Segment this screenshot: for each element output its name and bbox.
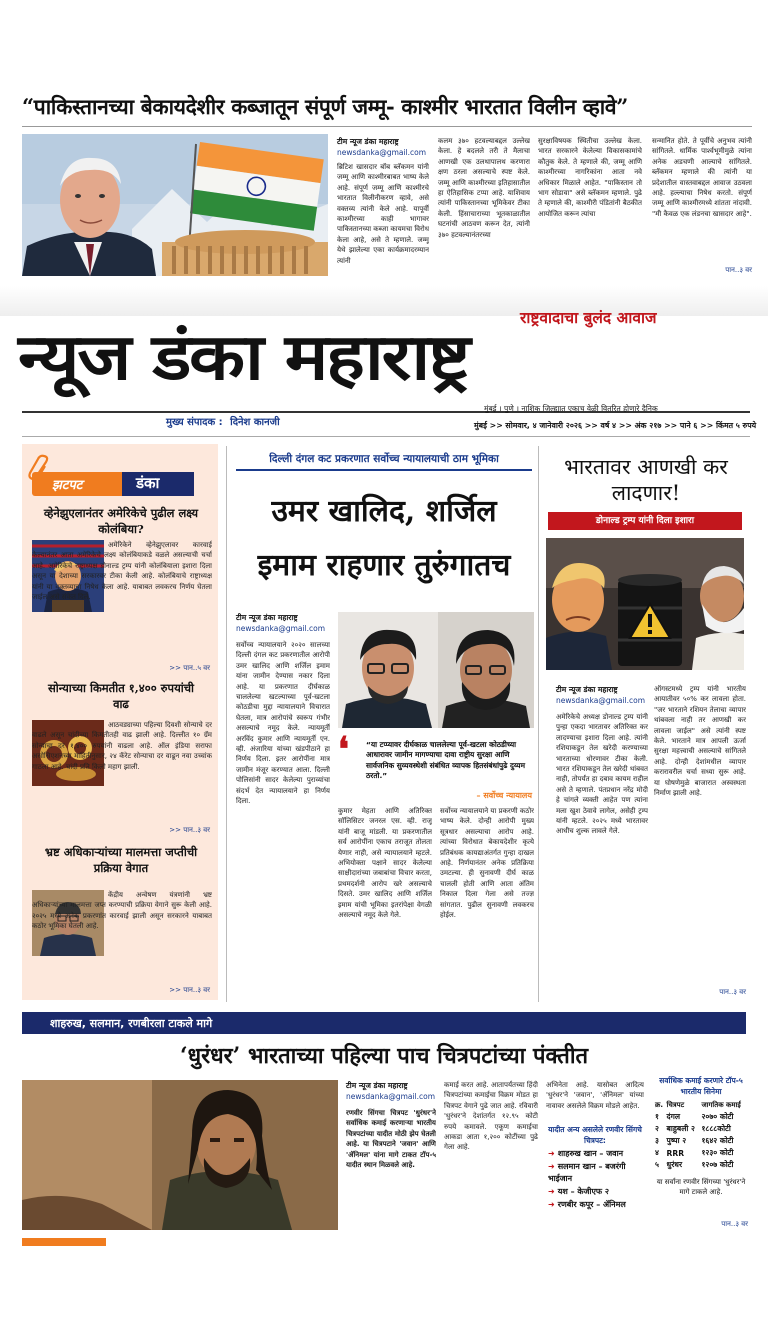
quote-mark-icon: ❛ [338, 730, 349, 770]
editor-name: दिनेश कानजी [230, 417, 280, 428]
top-col-2: कलम ३७० हटवल्याबद्दल उल्लेख केला. हे बदलले तरी ते मैलाचा आणखी एक उलथापालथ करणारा क्षण ठरला असल्याचे स्पष्ट केले. जम्मू आणि काश्मीरच्या इतिहासातील हा ऐतिहासिक टप्पा आहे. याशिवाय त्यांनी पाकिस्तानच्या भूमिकेवर टीका केली. हिंसाचाराच्या भूतकाळातील घटनांची आठवण करून देत, त्यांनी ३७० हटवल्यानंतरच्या [438, 137, 530, 239]
table-header-cell: क्र. [655, 1101, 664, 1109]
byline-email: newsdanka@gmail.com [337, 148, 427, 157]
center-col-3: सर्वोच्च न्यायालयाने या प्रकरणी कठोर भाष्य केले. दोन्ही आरोपी मुख्य सूत्रधार असल्याचा आरोप आहे. त्यांच्या विरोधात बेकायदेशीर कृत्ये प्रतिबंधक कायद्याअंतर्गत गुन्हा दाखल आहे. निर्णयानंतर अनेक प्रतिक्रिया उमटल्या. ही सुनावणी दीर्घ काळ चालली होती आणि आता अंतिम निकाल दिला गेला असे तज्ज्ञ सांगतात. पुढील सुनावणी लवकरच होईल. [440, 807, 534, 920]
bottom-col-1: रणवीर सिंगचा चित्रपट 'धुरंधर'ने सर्वाधिक कमाई करणाऱ्या भारतीय चित्रपटांच्या यादीत मोठी झेप घेतली आहे. या चित्रपटाने 'जवान' आणि 'ॲनिमल' यांना मागे टाकत टॉप-५ यादीत स्थान मिळवले आहे. [346, 1109, 436, 1170]
center-byline [236, 612, 328, 634]
box-office-table [654, 1076, 748, 1197]
table-header-cell: जागतिक कमाई [701, 1101, 741, 1109]
paperclip-icon [26, 454, 54, 484]
table-row: ४ RRR १२३० कोटी [655, 1148, 734, 1158]
table-row: २ बाहुबली २ १८८८कोटी [655, 1124, 731, 1133]
masthead-dateline: मुंबई >> सोमवार, ४ जानेवारी २०२६ >> वर्ष ४ >> अंक २१७ >> पाने ६ >> किंमत ५ रुपये [474, 421, 757, 430]
film-list-title: यादीत अन्य असलेले रणवीर सिंगचे चित्रपट: [548, 1125, 642, 1145]
right-headline: भारतावर आणखी कर लादणार! [564, 455, 728, 505]
masthead-tagline: राष्ट्रवादाचा बुलंद आवाज [520, 308, 657, 327]
byline-email: newsdanka@gmail.com [556, 696, 646, 705]
list-item: ➜ रणबीर कपूर – ॲनिमल [548, 1200, 626, 1209]
table-note: या सर्वांना रणवीर सिंगच्या 'धुरंधर'ने मागे टाकले आहे. [656, 1178, 746, 1196]
table-header-cell: चित्रपट [666, 1101, 685, 1109]
divider-right [538, 446, 539, 1002]
right-col-1: अमेरिकेचे अध्यक्ष डोनाल्ड ट्रम्प यांनी पुन्हा एकदा भारतावर अतिरिक्त कर लादण्याचा इशारा दिला आहे. त्यांनी रशियाकडून तेल खरेदी करण्याच्या भारताच्या धोरणावर टीका केली. भारत रशियाकडून तेल खरेदी थांबवत नाही, तोपर्यंत हा दबाव कायम राहील असे ते म्हणाले. पंतप्रधान नरेंद्र मोदी हे चांगले व्यक्ती आहेत पण त्यांना मला खुश ठेवावे लागेल, असेही ट्रम्प यांनी म्हटले. २०२५ मध्ये भारतावर आधीच शुल्क लावले गेले. [556, 713, 648, 836]
right-col-2: ऑगस्टमध्ये ट्रम्प यांनी भारतीय आयातीवर ५०% कर लावला होता. "जर भारताने रशियन तेलाचा व्यापार थांबवला नाही तर आणखी कर लावला जाईल" असे त्यांनी स्पष्ट केले. भारताने मात्र आपली ऊर्जा सुरक्षा महत्त्वाची असल्याचे सांगितले आहे. दोन्ही देशांमधील व्यापार करारावरील चर्चा सध्या सुरू आहे. या घोषणेमुळे बाजारात अस्वस्थता निर्माण झाली आहे. [654, 685, 746, 798]
jhatpat-item2-cont[interactable]: >> पान..३ वर [169, 826, 210, 834]
jhatpat-item3-cont[interactable]: >> पान..३ वर [169, 986, 210, 994]
quote-source: – सर्वोच्च न्यायालय [476, 791, 532, 800]
table-row: १ दंगल २०७० कोटी [655, 1112, 734, 1121]
ranveer-photo [22, 1080, 338, 1230]
jhatpat-label [32, 472, 194, 496]
center-headline-2: इमाम राहणार तुरुंगातच [257, 548, 511, 583]
top-byline [337, 136, 429, 158]
masthead-cities: मुंबई । पुणे । नाशिक जिल्ह्यात एकाच वेळी वितरित होणारे दैनिक [484, 404, 658, 413]
right-byline [556, 684, 648, 706]
film-list [548, 1148, 644, 1212]
center-kicker: दिल्ली दंगल कट प्रकरणात सर्वोच्च न्यायालयाची ठाम भूमिका [236, 452, 532, 471]
trump-oil-modi-photo [546, 538, 744, 670]
table-header-row [654, 1100, 748, 1111]
bottom-col-2: कमाई करत आहे. आतापर्यंतच्या हिंदी चित्रपटांच्या कमाईचा विक्रम मोडत हा चित्रपट वेगाने पुढे जात आहे. रविवारी 'धुरंधर'ने देशांतर्गत १२.९५ कोटी रुपये कमावले. एकूण कमाईचा आकडा आता १,२०० कोटींच्या पुढे गेला आहे. [444, 1081, 538, 1152]
byline-team: टीम न्यूज डंका महाराष्ट्र [556, 685, 618, 694]
table-row: ३ पुष्पा २ १६४२ कोटी [655, 1136, 734, 1145]
byline-email: newsdanka@gmail.com [346, 1092, 436, 1101]
list-item: ➜ सलमान खान – बजरंगी भाईजान [548, 1162, 626, 1183]
byline-team: टीम न्यूज डंका महाराष्ट्र [236, 613, 298, 622]
footer-accent-bar [22, 1238, 106, 1246]
jhatpat-item3-title: भ्रष्ट अधिकाऱ्यांच्या मालमत्ता जप्तीची प्रक्रिया वेगात [44, 845, 198, 875]
top-rule [22, 126, 752, 127]
masthead-bottom-rule [22, 436, 750, 437]
bottom-continued[interactable]: पान..३ वर [721, 1220, 748, 1228]
jhatpat-item1-text: अमेरिकेने व्हेनेझुएलावर कारवाई केल्यानंतर आता अमेरिकेचे लक्ष्य कोलंबियाकडे वळले असल्याची चर्चा आहे. अमेरिकेचे राष्ट्राध्यक्ष डोनाल्ड ट्रम्प यांनी कोलंबियाला इशारा दिला असून या देशाच्या सरकारवर टीका केली आहे. कोलंबियाचे राष्ट्राध्यक्ष यांनी या वक्तव्याचा निषेध केला आहे. याबाबत लवकरच निर्णय घेतला जाईल असे संकेत दिले. [32, 541, 212, 602]
bottom-strip-text: शाहरुख, सलमान, रणबीरला टाकले मागे [50, 1017, 213, 1030]
divider-left [226, 446, 227, 1002]
editor-line [166, 414, 280, 428]
byline-team: टीम न्यूज डंका महाराष्ट्र [337, 137, 399, 146]
right-continued[interactable]: पान..३ वर [719, 988, 746, 996]
jhatpat-item1-title: व्हेनेझुएलानंतर अमेरिकेचे पुढील लक्ष्य कोलंबिया? [43, 506, 199, 536]
jhatpat-item3-text: केंद्रीय अन्वेषण यंत्रणांनी भ्रष्ट अधिकाऱ्यांच्या मालमत्ता जप्त करण्याची प्रक्रिया वेगाने सुरू केली आहे. २०२५ मध्ये अनेक प्रकरणांत कारवाई झाली असून सरकारने याबाबत कठोर भूमिका घेतली आहे. [32, 891, 212, 931]
bottom-byline [346, 1080, 438, 1102]
byline-team: टीम न्यूज डंका महाराष्ट्र [346, 1081, 408, 1090]
masthead-title: न्यूज डंका महाराष्ट्र [18, 320, 469, 395]
table-row: ५ धुरंधर १२०७ कोटी [655, 1160, 734, 1169]
byline-email: newsdanka@gmail.com [236, 624, 326, 633]
top-continued[interactable]: पान..३ वर [725, 266, 752, 274]
table-title: सर्वाधिक कमाई करणारे टॉप-५ भारतीय सिनेमा [659, 1076, 743, 1096]
bottom-headline: ‘धुरंधर’ भारताच्या पहिल्या पाच चित्रपटांच्या पंक्तीत [179, 1043, 589, 1069]
jhatpat-item2-text: आठवड्याच्या पहिल्या दिवशी सोन्याचे दर वाढले असून चांदीच्या किमतीतही वाढ झाली आहे. दिल्लीत १० ग्रॅम सोन्याचा दर १,४०० रुपयांनी वाढला आहे. ऑल इंडिया सराफा असोसिएशनच्या माहितीनुसार, २४ कॅरेट सोन्याचा दर वाढून नवा उच्चांक गाठला आहे. चांदी प्रति किलो महाग झाली. [32, 721, 212, 771]
list-item: ➜ यश – केजीएफ २ [548, 1187, 610, 1196]
center-col-1: सर्वोच्च न्यायालयाने २०२० सालच्या दिल्ली दंगल कट प्रकरणातील आरोपी उमर खालिद आणि शर्जिल इमाम यांना जामीन देण्यास नकार दिला आहे. या प्रकरणात दीर्घकाळ चाललेल्या खटल्याच्या पूर्व-खटला कोठडीचा मुद्दा न्यायालयाने विचारात घेतला, मात्र आरोपांचे स्वरूप गंभीर असल्याचे नमूद केले. न्यायमूर्ती अरविंद कुमार आणि न्यायमूर्ती एन. व्ही. अंजारिया यांच्या खंडपीठाने हा निर्णय दिला. इतर आरोपींना मात्र जामीन मंजूर करण्यात आला. दिल्ली पोलिसांनी सादर केलेल्या पुराव्यांचा संदर्भ देत न्यायालयाने हा निर्णय दिला. [236, 641, 330, 806]
bottom-col-3: अभिनेता आहे. यासोबत आदित्य 'धुरंधर'ने 'जवान', 'ॲनिमल' यांच्या नावावर असलेले विक्रम मोडले आहेत. [546, 1081, 644, 1110]
jhatpat-label-right: डंका [136, 474, 160, 492]
quote-text: “या टप्प्यावर दीर्घकाळ चाललेल्या पूर्व-खटला कोठडीच्या आधारावर जामीन मागण्याचा दावा राष्ट्रीय सुरक्षा आणि सार्वजनिक सुव्यवस्थेशी संबंधित व्यापक हितसंबंधांपुढे दुय्यम ठरतो.” [366, 740, 526, 781]
top-col-1: ब्रिटिश खासदार बॉब ब्लॅकमन यांनी जम्मू आणि काश्मीरबाबत भाष्य केले आहे. संपूर्ण जम्मू आणि काश्मीरचे भारतात विलीनीकरण व्हावे, असे वक्तव्य त्यांनी केले आहे. यापूर्वी काश्मीरच्या काही भागावर पाकिस्तानच्या कब्जा कायमचा विरोध केला आहे, असे ते म्हणाले. जम्मू येथे झालेल्या एका कार्यक्रमादरम्यान त्यांनी [337, 163, 429, 265]
bottom-strip [22, 1012, 746, 1034]
quote-box [338, 730, 534, 790]
jhatpat-item1-cont[interactable]: >> पान..५ वर [169, 664, 210, 672]
top-col-4: सन्मानित होते. ते पूर्वीचे अनुभव त्यांनी सांगितले. धार्मिक पार्श्वभूमीमुळे त्यांना अनेक अडचणी आल्याचे सांगितले. ब्लॅकमन म्हणाले की त्यांनी या प्रदेशातील वास्तवाबद्दल आवाज उठवला आहे. हल्ल्याचा निषेध करतो. संपूर्ण जम्मू आणि काश्मीरमध्ये शांतता नांदावी. "मी कैवळ एक लंडनचा खासदार आहे". [652, 137, 752, 218]
center-col-2: कुमार मेहता आणि अतिरिक्त सॉलिसिटर जनरल एस. व्ही. राजू यांनी बाजू मांडली. या प्रकरणातील सर्व आरोपींना एकाच तराजूत तोलता येणार नाही, असे न्यायालयाने म्हटले. अभियोक्ता पक्षाने सादर केलेल्या साक्षीदारांच्या जबाबांचा विचार करता, प्रथमदर्शनी आरोप खरे असल्याचे दिसते. उमर खालिद आणि शर्जिल इमाम यांची भूमिका इतरांपेक्षा वेगळी असल्याचे नमूद केले गेले. [338, 807, 432, 920]
top-story-photo [22, 134, 328, 276]
list-item: ➜ शाहरुख खान – जवान [548, 1149, 624, 1158]
jhatpat-label-left: झटपट [52, 478, 83, 493]
jhatpat-item2-title: सोन्याच्या किमतीत १,४०० रुपयांची वाढ [47, 681, 195, 711]
top-headline: “पाकिस्तानच्या बेकायदेशीर कब्जातून संपूर्ण जम्मू- काश्मीर भारतात विलीन व्हावे” [22, 94, 629, 119]
accused-photo [338, 612, 534, 728]
editor-label: मुख्य संपादक : [166, 417, 223, 428]
top-col-3: सुरक्षाविषयक स्थितीचा उल्लेख केला. भारत सरकारने केलेल्या विकासकामांचे कौतुक केले. ते म्हणाले की, जम्मू आणि काश्मीरच्या नागरिकांना आता नवे अधिकार मिळाले आहेत. "पाकिस्तान तो भाग सोडावा" असे ब्लॅकमन म्हणाले. पुढे ते म्हणाले की, काश्मीरी पंडितांनी बैठकीत आयोजित करून त्यांचा [538, 137, 642, 218]
right-subhead: डोनाल्ड ट्रम्प यांनी दिला इशारा [548, 512, 742, 530]
center-headline-1: उमर खालिद, शर्जिल [271, 494, 497, 529]
